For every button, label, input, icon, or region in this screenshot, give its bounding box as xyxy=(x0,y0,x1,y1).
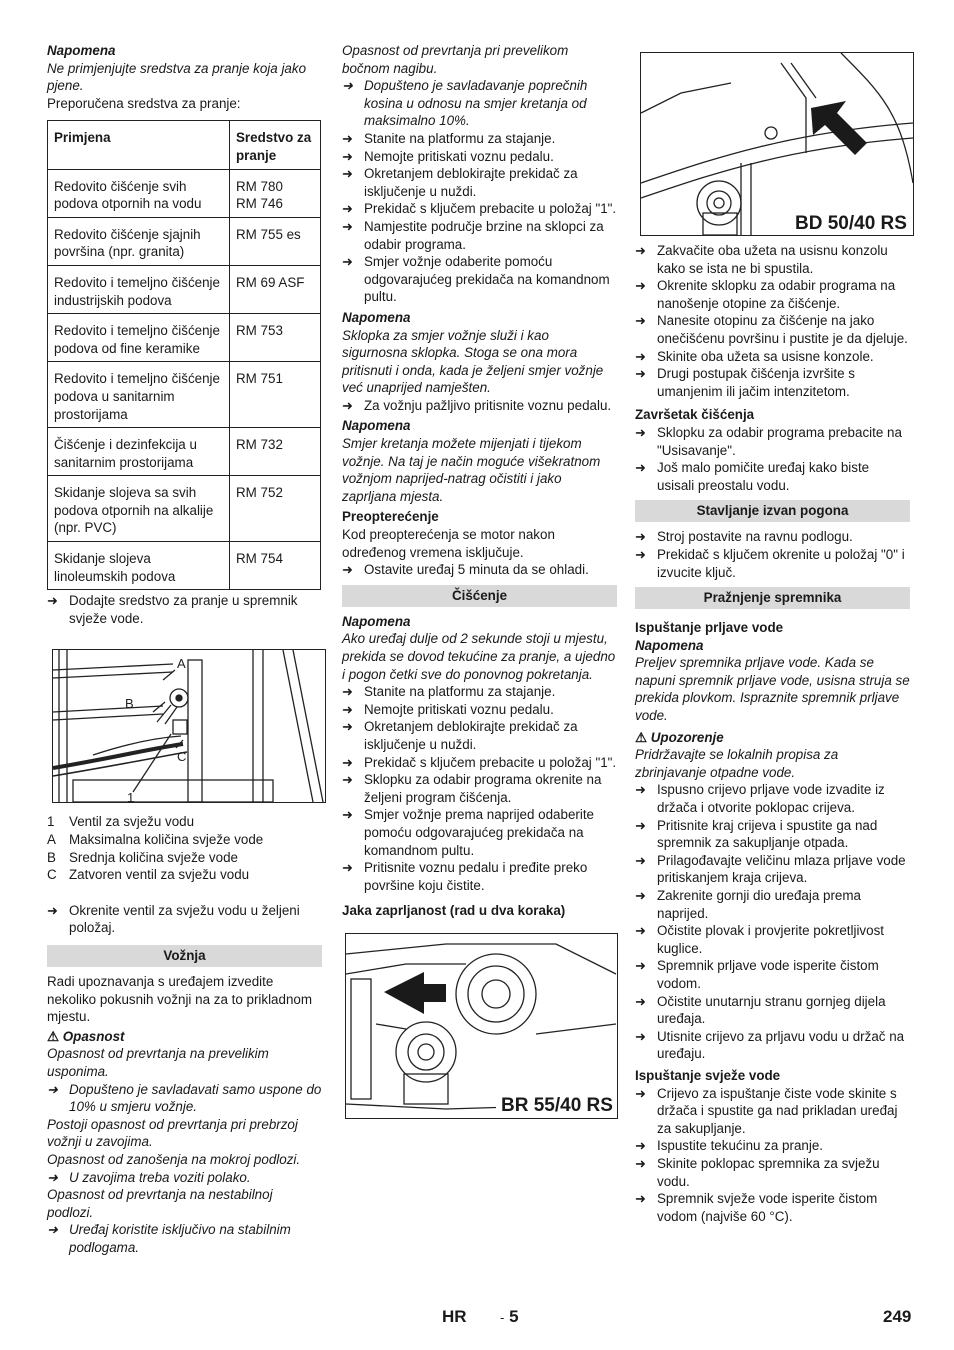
clean-step: ➜ Prekidač s ključem prebacite u položaj "1". xyxy=(342,754,617,772)
note-title: Napomena xyxy=(342,613,411,629)
page-footer xyxy=(0,1308,954,1332)
fresh-step: ➜ Crijevo za ispuštanje čiste vode skinite s držača i spustite ga nad prikladan uređaj za sakupljanje. xyxy=(635,1085,910,1138)
heavy-step: ➜ Skinite oba užeta sa usisne konzole. xyxy=(635,348,910,366)
section-header-empty: Pražnjenje spremnika xyxy=(635,587,910,609)
overload-step: ➜ Ostavite uređaj 5 minuta da se ohladi. xyxy=(342,561,617,579)
dirty-step: ➜ Ispusno crijevo prljave vode izvadite iz držača i otvorite poklopac crijeva. xyxy=(635,781,910,816)
table-cell: Čišćenje i dezinfekcija u sanitarnim prostorijama xyxy=(48,428,230,476)
table-header-application: Primjena xyxy=(48,121,230,169)
br-machine-illustration xyxy=(346,934,617,1118)
table-cell: RM 755 es xyxy=(230,217,321,265)
drive-step: ➜ Namjestite područje brzine na sklopci za odabir programa. xyxy=(342,218,617,253)
stop-step: ➜ Prekidač s ključem okrenite u položaj "0" i izvucite ključ. xyxy=(635,546,910,581)
bd-machine-illustration xyxy=(641,53,913,235)
drive-step: ➜ Stanite na platformu za stajanje. xyxy=(342,130,617,148)
table-cell: Skidanje slojeva linoleumskih podova xyxy=(48,542,230,590)
section-header-ciscenje: Čišćenje xyxy=(342,585,617,607)
figure-label-1: 1 xyxy=(127,790,135,803)
dirty-step: ➜ Utisnite crijevo za prljavu vodu u držač na uređaju. xyxy=(635,1028,910,1063)
legend-key: B xyxy=(47,849,56,865)
clean-step: ➜ Okretanjem deblokirajte prekidač za isključenje u nuždi. xyxy=(342,718,617,753)
language-code: HR xyxy=(442,1307,467,1326)
note-title: Napomena xyxy=(47,43,116,58)
table-cell: RM 69 ASF xyxy=(230,265,321,313)
figure-label-b: B xyxy=(125,696,134,712)
fresh-step: ➜ Ispustite tekućinu za pranje. xyxy=(635,1137,910,1155)
figure-label-c: C xyxy=(177,749,187,765)
warning-triangle-icon: ⚠ xyxy=(47,1028,60,1044)
danger-step: ➜ Uređaj koristite isključivo na stabilnim podlogama. xyxy=(47,1221,322,1256)
note-text: Smjer kretanja možete mijenjati i tijekom vožnje. Na taj je način moguće višekratnom vožnjom naprijed-natrag očistiti i jako zaprljana mjesta. xyxy=(342,436,601,504)
drive-step: ➜ Nemojte pritiskati voznu pedalu. xyxy=(342,148,617,166)
heavy-step: ➜ Okrenite sklopku za odabir programa na nanošenje otopine za čišćenje. xyxy=(635,277,910,312)
dirty-step: ➜ Zakrenite gornji dio uređaja prema naprijed. xyxy=(635,887,910,922)
table-row xyxy=(48,362,321,428)
danger-text: Opasnost od prevrtanja na nestabilnoj podlozi. xyxy=(47,1187,273,1220)
note-title: Napomena xyxy=(342,309,411,325)
table-cell: RM 752 xyxy=(230,476,321,542)
danger-step: ➜ U zavojima treba voziti polako. xyxy=(47,1169,322,1187)
fresh-step: ➜ Skinite poklopac spremnika za svježu vodu. xyxy=(635,1155,910,1190)
legend-text: Maksimalna količina svježe vode xyxy=(69,832,264,848)
dirty-step: ➜ Pritisnite kraj crijeva i spustite ga nad spremnik za sakupljanje otpada. xyxy=(635,817,910,852)
table-cell: Skidanje slojeva sa svih podova otpornih na alkalije (npr. PVC) xyxy=(48,476,230,542)
table-row xyxy=(48,428,321,476)
table-row xyxy=(48,314,321,362)
column-3 xyxy=(635,42,910,1225)
section-header-stop: Stavljanje izvan pogona xyxy=(635,500,910,522)
table-cell: RM 754 xyxy=(230,542,321,590)
arrow-icon xyxy=(384,972,446,1014)
danger-text: Postoji opasnost od prevrtanja pri prebrzoj vožnji u zavojima. xyxy=(47,1116,298,1150)
table-cell: Redovito i temeljno čišćenje industrijskih podova xyxy=(48,265,230,313)
page-number: 249 xyxy=(883,1307,912,1326)
drive-step: ➜ Okretanjem deblokirajte prekidač za isključenje u nuždi. xyxy=(342,165,617,200)
danger-title-text: Opasnost xyxy=(62,1028,125,1044)
figure-label-a: A xyxy=(177,656,186,672)
clean-step: ➜ Sklopku za odabir programa okrenite na željeni program čišćenja. xyxy=(342,771,617,806)
detergent-table xyxy=(47,120,321,590)
heavy-step: ➜ Zakvačite oba užeta na usisnu konzolu kako se ista ne bi spustila. xyxy=(635,242,910,277)
recommended-text: Preporučena sredstva za pranje: xyxy=(47,95,241,111)
danger-step: ➜ Dopušteno je savladavanje poprečnih kosina u odnosu na smjer kretanja od maksimalno 10%. xyxy=(342,77,617,130)
table-cell: RM 753 xyxy=(230,314,321,362)
section-page-number: 5 xyxy=(509,1307,519,1326)
heavy-step: ➜ Drugi postupak čišćenja izvršite s umanjenim ili jačim intenzitetom. xyxy=(635,365,910,400)
danger-step: ➜ Dopušteno je savladavati samo uspone do 10% u smjeru vožnje. xyxy=(47,1081,322,1116)
dirty-step: ➜ Očistite unutarnju stranu gornjeg dijela uređaja. xyxy=(635,993,910,1028)
table-cell: RM 732 xyxy=(230,428,321,476)
bd-50-40-rs-figure xyxy=(640,52,914,236)
legend-text: Srednja količina svježe vode xyxy=(69,849,238,865)
fresh-water-title: Ispuštanje svježe vode xyxy=(635,1067,781,1083)
dirty-water-title: Ispuštanje prljave vode xyxy=(635,620,784,636)
table-cell: Redovito čišćenje svih podova otpornih na vodu xyxy=(48,169,230,217)
drive-step: ➜ Prekidač s ključem prebacite u položaj "1". xyxy=(342,200,617,218)
note-text: Ne primjenjujte sredstva za pranje koja jako pjene. xyxy=(47,60,307,94)
legend-key: C xyxy=(47,867,57,883)
table-cell: Redovito i temeljno čišćenje podova od fine keramike xyxy=(48,314,230,362)
table-row xyxy=(48,476,321,542)
drive-step: ➜ Za vožnju pažljivo pritisnite voznu pedalu. xyxy=(342,397,617,415)
table-row xyxy=(48,542,321,590)
heavy-step: ➜ Nanesite otopinu za čišćenje na jako onečišćenu površinu i pustite je da djeluje. xyxy=(635,312,910,347)
dirty-step: ➜ Očistite plovak i provjerite pokretljivost kuglice. xyxy=(635,922,910,957)
figure-legend xyxy=(47,813,322,883)
figure-model-label: BR 55/40 RS xyxy=(501,1094,613,1116)
warning-triangle-icon: ⚠ xyxy=(635,729,648,745)
legend-key: A xyxy=(47,832,56,848)
danger-text: Opasnost od zanošenja na mokroj podlozi. xyxy=(47,1151,301,1167)
stop-step: ➜ Stroj postavite na ravnu podlogu. xyxy=(635,528,910,546)
voznja-intro: Radi upoznavanja s uređajem izvedite nekoliko pokusnih vožnji na za to prikladnom mjestu. xyxy=(47,974,312,1025)
section-page xyxy=(500,1308,519,1327)
note-text: Preljev spremnika prljave vode. Kada se napuni spremnik prljave vode, usisna struja se prekida plovkom. Ispraznite spremnik prljave vode. xyxy=(635,655,910,724)
legend-item xyxy=(47,831,322,849)
warning-title xyxy=(635,729,910,747)
danger-text: Opasnost od prevrtanja na prevelikim usponima. xyxy=(47,1046,269,1079)
legend-key: 1 xyxy=(47,814,55,830)
note-title: Napomena xyxy=(635,637,704,653)
legend-item xyxy=(47,849,322,867)
column-1 xyxy=(47,42,322,1257)
legend-text: Zatvoren ventil za svježu vodu xyxy=(69,867,250,883)
end-cleaning-title: Završetak čišćenja xyxy=(635,407,755,423)
table-header-row xyxy=(48,121,321,169)
add-detergent-step: ➜ Dodajte sredstvo za pranje u spremnik svježe vode. xyxy=(47,592,322,627)
fresh-step: ➜ Spremnik svježe vode isperite čistom vodom (najviše 60 °C). xyxy=(635,1190,910,1225)
valve-illustration xyxy=(53,650,325,802)
br-55-40-rs-figure xyxy=(345,933,618,1119)
legend-item xyxy=(47,866,322,884)
table-cell: Redovito i temeljno čišćenje podova u sanitarnim prostorijama xyxy=(48,362,230,428)
dirty-step: ➜ Prilagođavajte veličinu mlaza prljave vode pritiskanjem kraja crijeva. xyxy=(635,852,910,887)
danger-title xyxy=(47,1028,322,1046)
overload-title: Preopterećenje xyxy=(342,509,439,525)
warning-text: Pridržavajte se lokalnih propisa za zbrinjavanje otpadne vode. xyxy=(635,747,839,780)
warning-title-text: Upozorenje xyxy=(650,729,724,745)
fresh-water-valve-figure xyxy=(52,649,326,803)
note-text: Sklopka za smjer vožnje služi i kao sigurnosna sklopka. Stoga se ona mora pritisnuti i onda, kada je željeni smjer vožnje već unaprijed namješten. xyxy=(342,327,604,396)
end-step: ➜ Još malo pomičite uređaj kako biste usisali preostalu vodu. xyxy=(635,459,910,494)
danger-text: Opasnost od prevrtanja pri prevelikom bočnom nagibu. xyxy=(342,43,569,76)
table-row xyxy=(48,169,321,217)
table-cell: Redovito čišćenje sjajnih površina (npr. granita) xyxy=(48,217,230,265)
drive-step: ➜ Smjer vožnje odaberite pomoću odgovarajućeg prekidača na komandnom pultu. xyxy=(342,253,617,306)
section-header-voznja: Vožnja xyxy=(47,945,322,967)
overload-text: Kod preopterećenja se motor nakon određenog vremena isključuje. xyxy=(342,527,555,560)
table-row xyxy=(48,217,321,265)
legend-text: Ventil za svježu vodu xyxy=(69,814,195,830)
table-row xyxy=(48,265,321,313)
dirty-step: ➜ Spremnik prljave vode isperite čistom vodom. xyxy=(635,957,910,992)
page-dash: - xyxy=(500,1310,505,1325)
heavy-dirt-title: Jaka zaprljanost (rad u dva koraka) xyxy=(342,903,566,919)
clean-step: ➜ Nemojte pritiskati voznu pedalu. xyxy=(342,701,617,719)
note-text: Ako uređaj dulje od 2 sekunde stoji u mjestu, prekida se dovod tekućine za pranje, a ujedno i pogon četki sve do ponovnog pokretanja. xyxy=(342,631,616,682)
turn-valve-step: ➜ Okrenite ventil za svježu vodu u željeni položaj. xyxy=(47,902,322,937)
table-cell: RM 751 xyxy=(230,362,321,428)
clean-step: ➜ Stanite na platformu za stajanje. xyxy=(342,683,617,701)
clean-step: ➜ Smjer vožnje prema naprijed odaberite pomoću odgovarajućeg prekidača na komandnom pultu. xyxy=(342,806,617,859)
figure-model-label: BD 50/40 RS xyxy=(795,213,907,234)
end-step: ➜ Sklopku za odabir programa prebacite na "Usisavanje". xyxy=(635,424,910,459)
legend-item xyxy=(47,813,322,831)
table-cell: RM 780 RM 746 xyxy=(230,169,321,217)
column-2 xyxy=(342,42,617,1119)
note-title: Napomena xyxy=(342,418,411,434)
clean-step: ➜ Pritisnite voznu pedalu i pređite preko površine koju čistite. xyxy=(342,859,617,894)
table-header-detergent: Sredstvo za pranje xyxy=(230,121,321,169)
